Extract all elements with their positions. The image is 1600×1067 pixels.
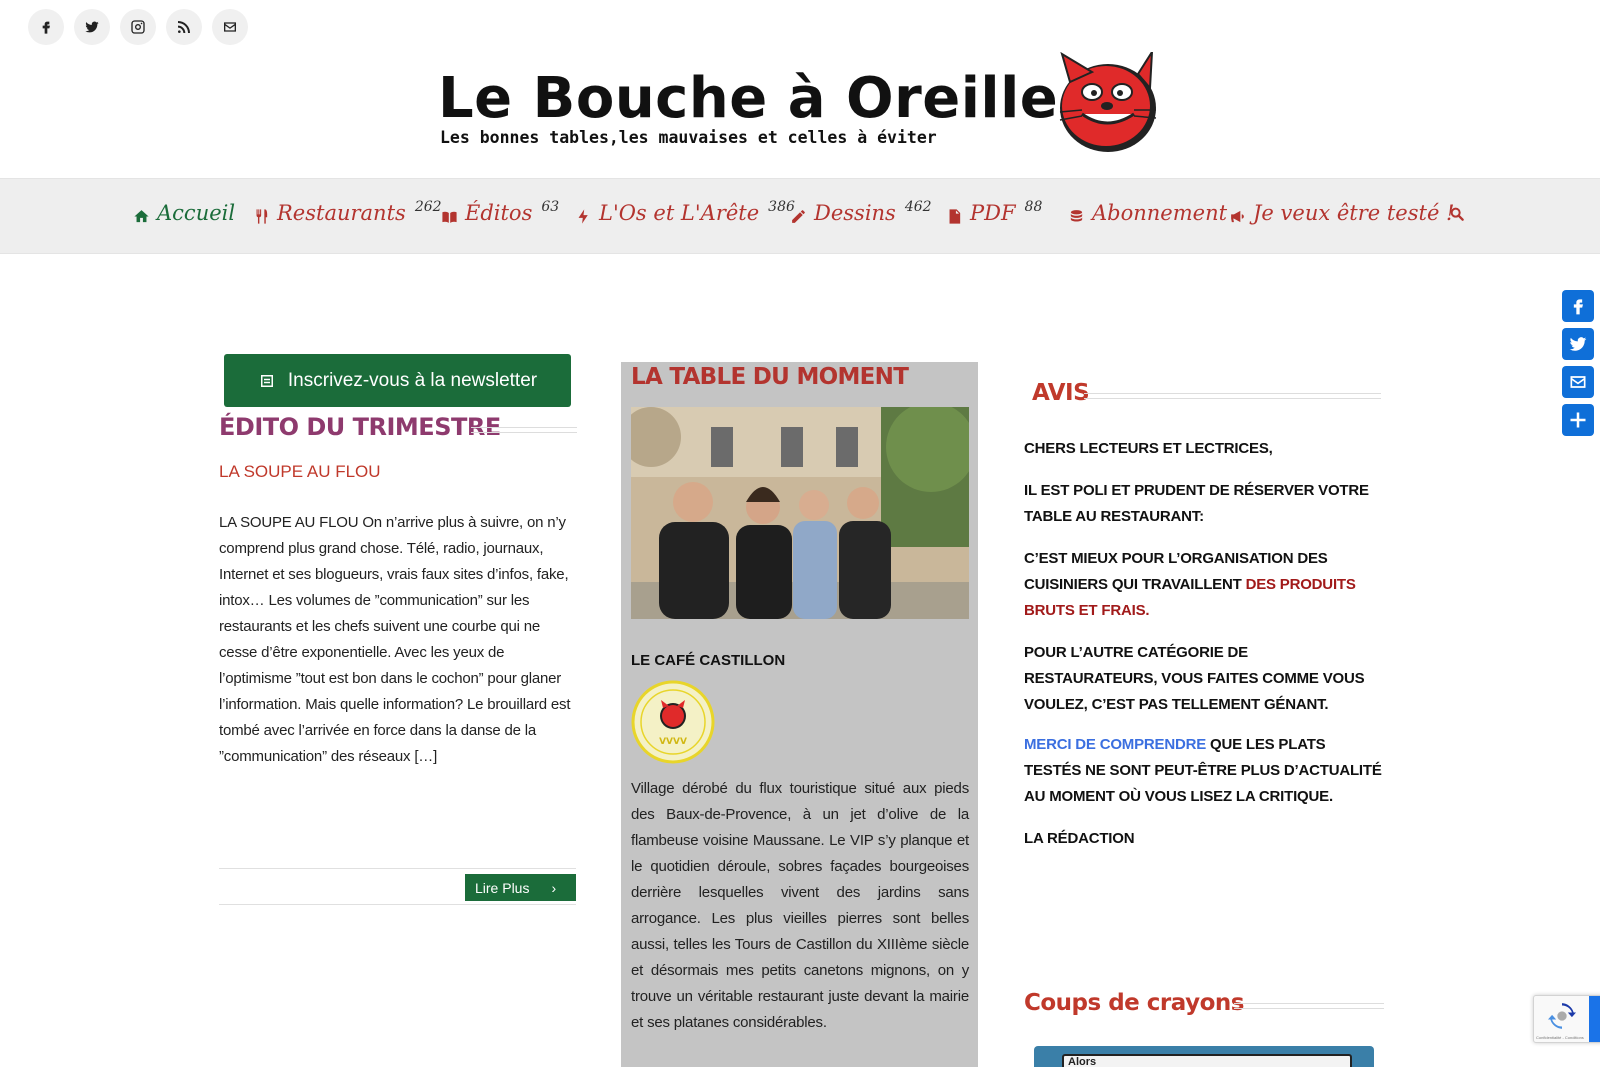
main-nav [0, 178, 1600, 254]
logo-title: Le Bouche à Oreille [438, 66, 1059, 131]
avis-paragraph-3: POUR L’AUTRE CATÉGORIE DE RESTAURATEURS, VOUS FAITES COMME VOUS VOULEZ, C’EST PAS TELLEMENT GÉNANT. [1024, 644, 1365, 713]
recaptcha-badge[interactable] [1533, 995, 1600, 1043]
site-logo[interactable] [438, 52, 1168, 162]
plus-share-button[interactable] [1562, 404, 1594, 436]
twitter-link[interactable] [74, 9, 110, 45]
title-rule [1084, 393, 1381, 399]
avis-paragraph-2 [1024, 546, 1384, 624]
nav-label: Je veux être testé ! [1253, 201, 1455, 225]
instagram-icon [130, 19, 146, 35]
nav-label: Abonnement [1092, 201, 1228, 225]
avis-paragraph-4 [1024, 732, 1384, 810]
nav-item-pdf[interactable] [946, 201, 1042, 225]
nav-item-dessins[interactable] [790, 201, 932, 225]
chevron-right-icon: › [551, 879, 557, 896]
coins-icon [1068, 206, 1085, 223]
email-share-button[interactable] [1562, 366, 1594, 398]
nav-item-abonnement[interactable] [1068, 201, 1227, 225]
title-rule [471, 427, 577, 433]
recaptcha-icon [1548, 1002, 1576, 1030]
recaptcha-side-tab [1589, 996, 1600, 1042]
newsletter-label: Inscrivez-vous à la newsletter [287, 369, 538, 391]
nav-count: 462 [904, 199, 932, 215]
pdf-icon [946, 206, 963, 223]
edito-excerpt: LA SOUPE AU FLOU On n’arrive plus à suivre, on n’y comprend plus grand chose. Télé, radio, journaux, Internet et ses blogueurs, vrais faux sites d’infos, fake, intox… Les volumes de ”communication” sur les restaurants et les chefs suivent une courbe qui ne cesse d’être exponentielle. Avec les yeux de l’optimisme ”tout est bon dans le cochon” pour glaner l’information. Mais quelle information? Le brouillard est tombé avec l’arrivée en force dans la danse de la ”communication” des réseaux […] [219, 514, 571, 765]
edito-section-title [219, 413, 501, 441]
nav-label: L'Os et L'Arête [599, 201, 760, 225]
avis-p4-highlight: MERCI DE COMPRENDRE [1024, 736, 1207, 753]
nav-item-editos[interactable] [441, 201, 559, 225]
nav-label: PDF [970, 201, 1016, 225]
title-rule [1234, 1003, 1384, 1009]
twitter-share-button[interactable] [1562, 328, 1594, 360]
crayons-section-title-text: Coups de crayons [1024, 990, 1244, 1016]
facebook-link[interactable] [28, 9, 64, 45]
nav-item-restaurants[interactable] [253, 201, 442, 225]
cartoon-text: Alors [1068, 1056, 1097, 1067]
bolt-icon [575, 206, 592, 223]
avis-section-title-text: AVIS [1032, 380, 1090, 406]
avis-p2-text: C’EST MIEUX POUR L’ORGANISATION DES CUISINIERS QUI TRAVAILLENT [1024, 550, 1328, 593]
newsletter-button[interactable] [224, 354, 571, 407]
bullhorn-icon [1229, 206, 1246, 223]
plus-share-icon [1568, 410, 1588, 430]
nav-item-os-arete[interactable] [575, 201, 795, 225]
mail-link[interactable] [212, 9, 248, 45]
facebook-share-icon [1568, 296, 1588, 316]
cartoon-drawing[interactable] [1034, 1046, 1374, 1067]
nav-count: 262 [414, 199, 442, 215]
nav-label: Éditos [465, 201, 533, 225]
twitter-icon [84, 19, 100, 35]
cat-mascot-icon [1052, 52, 1164, 156]
read-more-label: Lire Plus [475, 879, 530, 896]
nav-item-accueil[interactable] [133, 201, 235, 225]
avis-p4-text: QUE LES PLATS TESTÉS NE SONT PEUT-ÊTRE PLUS D’ACTUALITÉ AU MOMENT OÙ VOUS LISEZ LA CRITIQUE. [1024, 736, 1382, 805]
share-bar [1562, 290, 1594, 436]
home-icon [133, 206, 150, 223]
recaptcha-text: Confidentialité - Conditions [1536, 1035, 1584, 1040]
nav-label: Accueil [157, 201, 236, 225]
table-section-title: LA TABLE DU MOMENT [631, 364, 909, 390]
twitter-share-icon [1568, 334, 1588, 354]
restaurant-description: Village dérobé du flux touristique situé aux pieds des Baux-de-Provence, à un jet d’olive de la flambeuse voisine Maussane. Le VIP s’y planque et le quotidien déroule, sobres façades bourgeoises derrière lesquelles vivent des jardins sans arrogance. Les plus vieilles pierres sont belles aussi, telles les Tours de Castillon du XIIIème siècle et désormais mes petits canetons mignons, on y trouve un véritable restaurant juste devant la mairie et ses platanes considérables. [631, 780, 969, 1031]
rss-icon [176, 19, 192, 35]
book-icon [441, 206, 458, 223]
read-more-bar [219, 868, 576, 905]
avis-greeting: CHERS LECTEURS ET LECTRICES, [1024, 440, 1273, 457]
restaurant-name[interactable]: LE CAFÉ CASTILLON [631, 652, 786, 669]
nav-count: 88 [1024, 199, 1043, 215]
cutlery-icon [253, 206, 270, 223]
cartoon-paper [1062, 1054, 1352, 1067]
avis-paragraph-1: IL EST POLI ET PRUDENT DE RÉSERVER VOTRE TABLE AU RESTAURANT: [1024, 482, 1369, 525]
avis-p2-highlight: DES PRODUITS BRUTS ET FRAIS. [1024, 576, 1356, 619]
social-links [28, 9, 248, 45]
rss-link[interactable] [166, 9, 202, 45]
edito-post-title[interactable]: LA SOUPE AU FLOU [219, 462, 381, 481]
table-du-moment-box [621, 362, 978, 1067]
edito-section-title-text: ÉDITO DU TRIMESTRE [219, 413, 501, 441]
facebook-share-button[interactable] [1562, 290, 1594, 322]
nav-label: Restaurants [277, 201, 406, 225]
pencil-icon [790, 206, 807, 223]
mail-icon [222, 19, 238, 35]
crayons-section-title [1024, 990, 1244, 1016]
read-more-button[interactable] [465, 874, 576, 901]
avis-section-title [1032, 380, 1089, 406]
search-icon[interactable] [1449, 206, 1465, 222]
instagram-link[interactable] [120, 9, 156, 45]
newsletter-icon [258, 372, 276, 390]
email-share-icon [1568, 372, 1588, 392]
restaurant-team-photo[interactable] [631, 407, 969, 619]
avis-signature: LA RÉDACTION [1024, 830, 1135, 847]
quality-seal-icon [631, 680, 715, 764]
nav-count: 386 [768, 199, 795, 215]
seal-text: VVVV [659, 737, 687, 747]
facebook-icon [38, 19, 54, 35]
logo-tagline: Les bonnes tables,les mauvaises et celles à éviter [440, 128, 937, 147]
nav-item-je-veux-etre-teste[interactable] [1229, 201, 1455, 225]
nav-count: 63 [541, 199, 560, 215]
nav-label: Dessins [814, 201, 896, 225]
